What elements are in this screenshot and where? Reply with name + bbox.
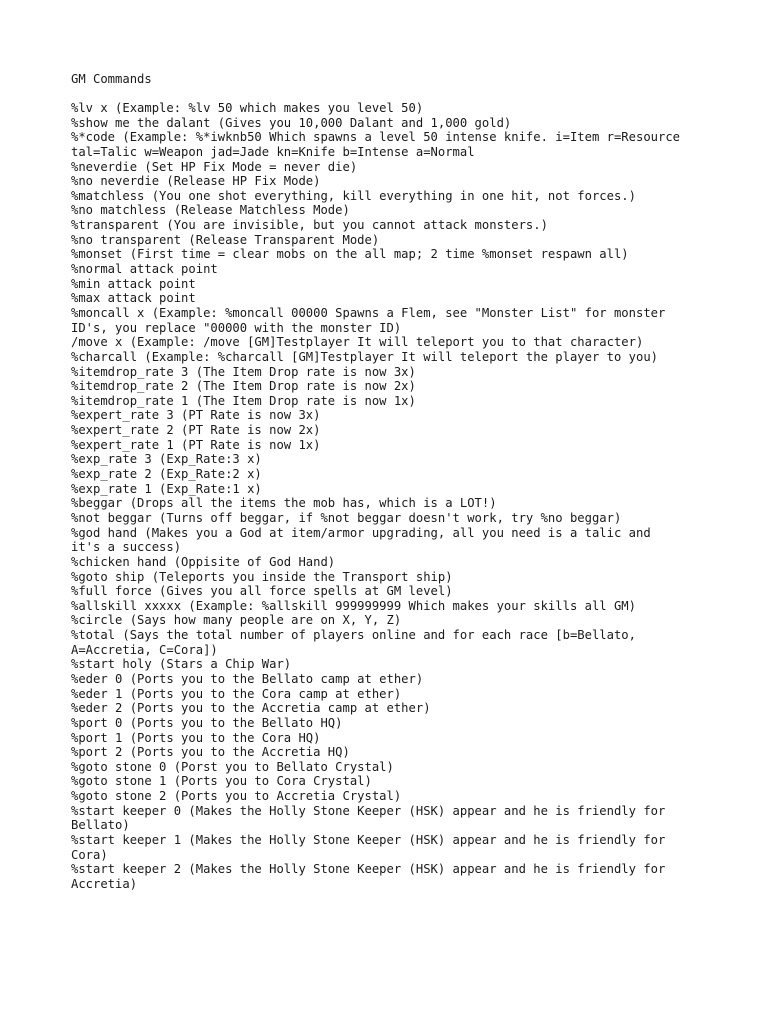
text-line: %goto stone 1 (Ports you to Cora Crystal) bbox=[71, 774, 372, 789]
text-line: %moncall x (Example: %moncall 00000 Spawns a Flem, see "Monster List" for monster bbox=[71, 305, 666, 320]
document-body bbox=[71, 101, 680, 892]
text-line: %show me the dalant (Gives you 10,000 Dalant and 1,000 gold) bbox=[71, 115, 512, 130]
text-line: %no neverdie (Release HP Fix Mode) bbox=[71, 174, 321, 189]
text-line: /move x (Example: /move [GM]Testplayer It will teleport you to that character) bbox=[71, 335, 644, 350]
text-line: %monset (First time = clear mobs on the all map; 2 time %monset respawn all) bbox=[71, 247, 629, 262]
document-title: GM Commands bbox=[71, 72, 152, 86]
text-line: %itemdrop_rate 1 (The Item Drop rate is now 1x) bbox=[71, 393, 416, 408]
text-line: ID's, you replace "00000 with the monster ID) bbox=[71, 320, 402, 335]
text-line: it's a success) bbox=[71, 540, 182, 555]
text-line: %eder 0 (Ports you to the Bellato camp at ether) bbox=[71, 671, 424, 686]
text-line: %min attack point bbox=[71, 276, 196, 291]
text-line: %exp_rate 2 (Exp_Rate:2 x) bbox=[71, 467, 262, 482]
text-line: %expert_rate 1 (PT Rate is now 1x) bbox=[71, 437, 321, 452]
text-line: Cora) bbox=[71, 847, 108, 862]
text-line: %lv x (Example: %lv 50 which makes you level 50) bbox=[71, 101, 424, 115]
text-line: %start holy (Stars a Chip War) bbox=[71, 657, 292, 672]
text-line: %god hand (Makes you a God at item/armor upgrading, all you need is a talic and bbox=[71, 525, 651, 540]
text-line: %not beggar (Turns off beggar, if %not beggar doesn't work, try %no beggar) bbox=[71, 510, 622, 525]
text-line: %eder 2 (Ports you to the Accretia camp at ether) bbox=[71, 701, 431, 716]
text-line: %expert_rate 3 (PT Rate is now 3x) bbox=[71, 408, 321, 423]
text-line: %start keeper 1 (Makes the Holly Stone Keeper (HSK) appear and he is friendly for bbox=[71, 833, 666, 848]
text-line: %goto stone 2 (Ports you to Accretia Crystal) bbox=[71, 789, 402, 804]
text-line: %port 1 (Ports you to the Cora HQ) bbox=[71, 730, 321, 745]
text-line: %goto stone 0 (Porst you to Bellato Crystal) bbox=[71, 759, 394, 774]
text-line: %total (Says the total number of players online and for each race [b=Bellato, bbox=[71, 628, 636, 643]
text-line: %chicken hand (Oppisite of God Hand) bbox=[71, 554, 336, 569]
text-line: %itemdrop_rate 2 (The Item Drop rate is now 2x) bbox=[71, 379, 416, 394]
text-line: Accretia) bbox=[71, 876, 138, 891]
text-line: A=Accretia, C=Cora]) bbox=[71, 642, 218, 657]
text-line: %allskill xxxxx (Example: %allskill 999999999 Which makes your skills all GM) bbox=[71, 598, 636, 613]
text-line: tal=Talic w=Weapon jad=Jade kn=Knife b=Intense a=Normal bbox=[71, 144, 475, 159]
text-line: %start keeper 2 (Makes the Holly Stone Keeper (HSK) appear and he is friendly for bbox=[71, 862, 666, 877]
text-line: %itemdrop_rate 3 (The Item Drop rate is now 3x) bbox=[71, 364, 416, 379]
text-line: %exp_rate 3 (Exp_Rate:3 x) bbox=[71, 452, 262, 467]
text-line: %start keeper 0 (Makes the Holly Stone Keeper (HSK) appear and he is friendly for bbox=[71, 803, 666, 818]
text-line: %goto ship (Teleports you inside the Transport ship) bbox=[71, 569, 453, 584]
text-line: %max attack point bbox=[71, 291, 196, 306]
text-line: %expert_rate 2 (PT Rate is now 2x) bbox=[71, 423, 321, 438]
text-line: %port 2 (Ports you to the Accretia HQ) bbox=[71, 745, 350, 760]
text-line: %exp_rate 1 (Exp_Rate:1 x) bbox=[71, 481, 262, 496]
text-line: %neverdie (Set HP Fix Mode = never die) bbox=[71, 159, 358, 174]
text-line: %transparent (You are invisible, but you cannot attack monsters.) bbox=[71, 218, 548, 233]
text-line: %eder 1 (Ports you to the Cora camp at ether) bbox=[71, 686, 402, 701]
text-line: %circle (Says how many people are on X, Y, Z) bbox=[71, 613, 402, 628]
text-line: %beggar (Drops all the items the mob has, which is a LOT!) bbox=[71, 496, 497, 511]
text-line: %no transparent (Release Transparent Mode) bbox=[71, 232, 380, 247]
text-line: %port 0 (Ports you to the Bellato HQ) bbox=[71, 715, 343, 730]
text-line: %*code (Example: %*iwknb50 Which spawns a level 50 intense knife. i=Item r=Resource bbox=[71, 130, 681, 145]
text-line: Bellato) bbox=[71, 818, 130, 833]
text-line: %matchless (You one shot everything, kill everything in one hit, not forces.) bbox=[71, 188, 636, 203]
text-line: %charcall (Example: %charcall [GM]Testplayer It will teleport the player to you) bbox=[71, 349, 658, 364]
text-line: %full force (Gives you all force spells at GM level) bbox=[71, 584, 453, 599]
text-line: %normal attack point bbox=[71, 262, 218, 277]
text-line: %no matchless (Release Matchless Mode) bbox=[71, 203, 350, 218]
